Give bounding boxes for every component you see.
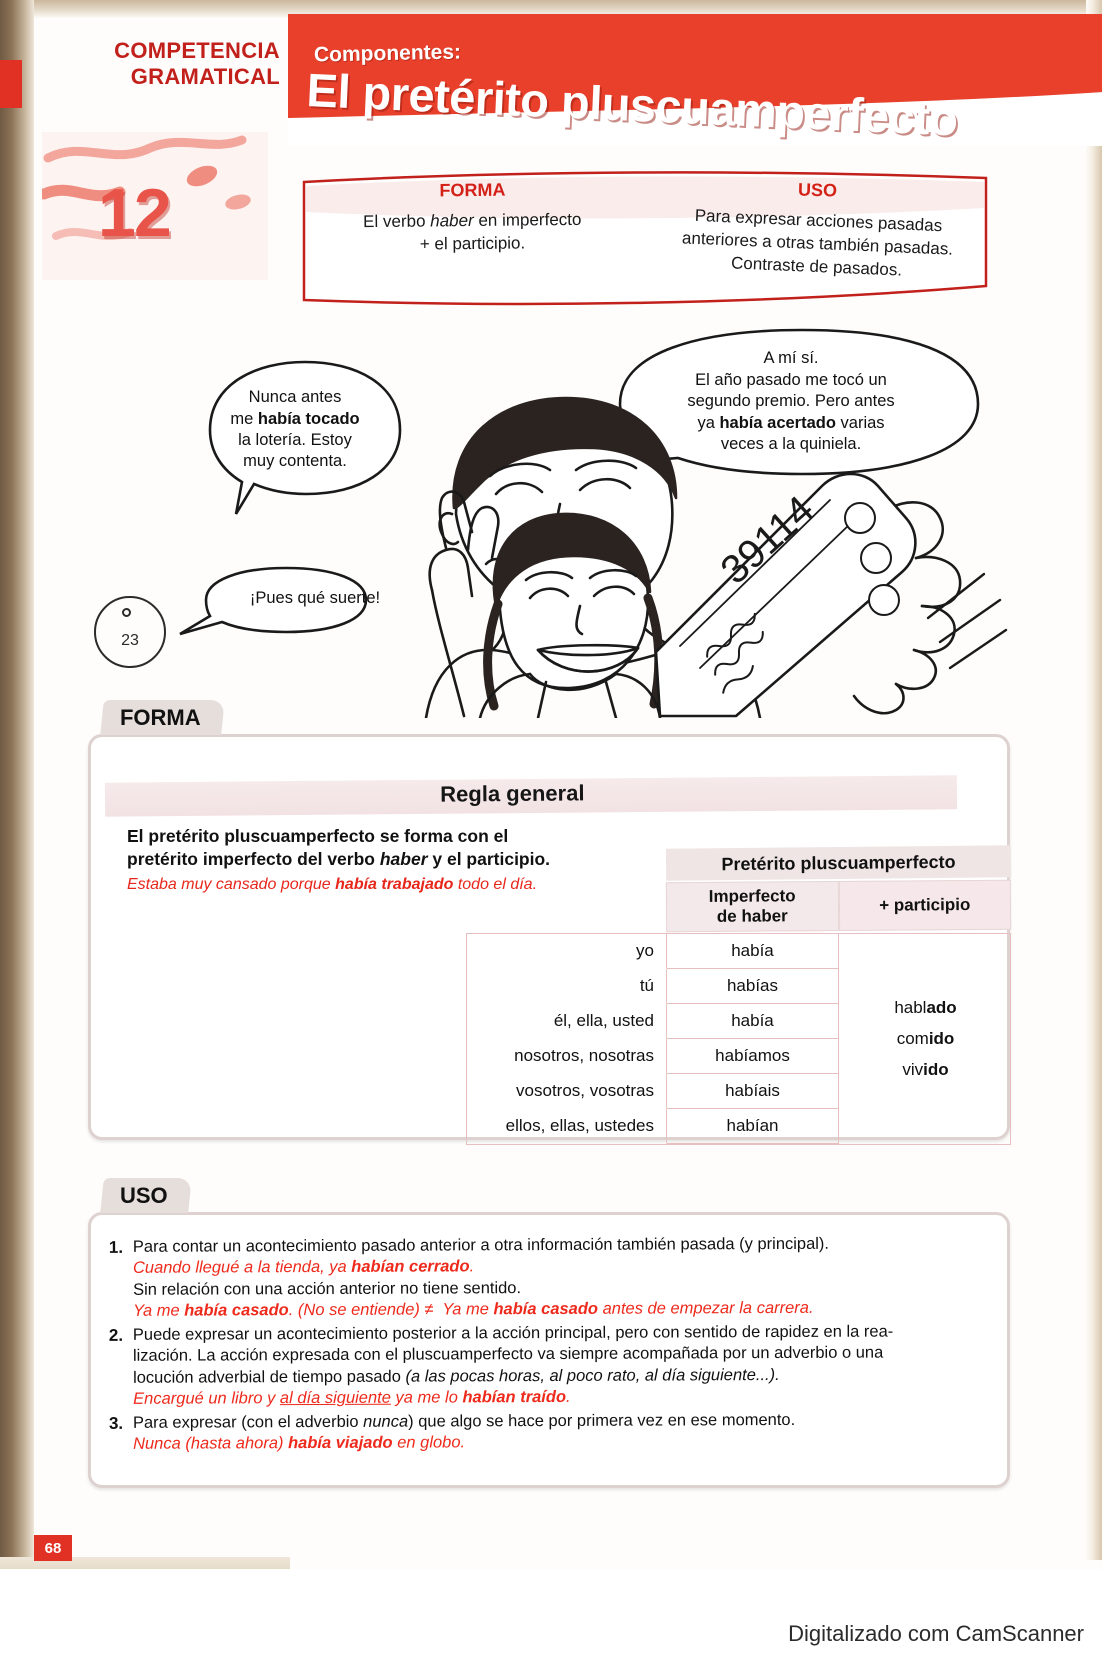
uso-item-body xyxy=(133,1321,991,1410)
table-row-pronoun: nosotros, nosotras xyxy=(467,1039,667,1074)
bubble-right-line-2: El año pasado me tocó un xyxy=(695,370,887,389)
summary-uso-heading: USO xyxy=(797,179,838,201)
speech-bubble-aside-text: ¡Pues qué suerte! xyxy=(249,589,381,608)
binding-red-marker xyxy=(0,60,22,108)
uso-2-main-line-2: lización. La acción expresada con el pluscuamperfecto va siempre acompañada por un adverbio o una xyxy=(132,1343,884,1366)
ticket-number-text: 39114 xyxy=(712,487,823,593)
forma-section-body xyxy=(88,734,1010,1140)
cd-hole xyxy=(122,608,131,617)
table-row-haber: habíais xyxy=(667,1074,839,1109)
column-header-imperfecto-haber xyxy=(666,881,839,932)
forma-rule-example: Estaba muy cansado porque había trabajado todo el día. xyxy=(127,875,538,893)
participio-comido: comido xyxy=(896,1029,955,1048)
unit-number-block xyxy=(42,132,268,280)
comic-illustration xyxy=(60,318,1020,718)
summary-uso-line-1: Para expresar acciones pasadas xyxy=(694,205,943,236)
speech-bubble-aside xyxy=(210,564,420,634)
column-header-participio: + participio xyxy=(838,880,1011,931)
summary-uso-line-2: anteriores a otras también pasadas. xyxy=(681,228,954,259)
conjugation-table-subheaders xyxy=(666,880,1011,932)
participio-cell xyxy=(839,934,1012,1144)
page-number-tab: 68 xyxy=(34,1535,72,1561)
uso-item-body xyxy=(133,1233,991,1322)
summary-forma-text xyxy=(300,208,646,280)
book-binding xyxy=(0,0,34,1560)
page-title: El pretérito pluscuamperfecto xyxy=(305,62,959,146)
speech-bubble-man-text xyxy=(606,326,976,478)
competencia-heading xyxy=(70,38,280,90)
table-row-pronoun: ellos, ellas, ustedes xyxy=(467,1109,667,1144)
uso-2-main-line-1: Puede expresar un acontecimiento posterior a la acción principal, pero con sentido de rapidez en la rea- xyxy=(132,1322,894,1344)
uso-1-example-2: Ya me había casado. (No se entiende) ≠ Ya me había casado antes de empezar la carrera. xyxy=(133,1299,814,1321)
uso-item-number: 1. xyxy=(108,1237,124,1257)
summary-forma-heading: FORMA xyxy=(439,179,506,201)
uso-item-number: 2. xyxy=(108,1325,124,1345)
competencia-line-2: GRAMATICAL xyxy=(130,63,280,89)
title-banner xyxy=(288,14,1102,146)
uso-2-main-line-3: locución adverbial de tiempo pasado (a las pocas horas, al poco rato, al día siguiente...). xyxy=(133,1365,780,1387)
bubble-right-line-1: A mí sí. xyxy=(763,349,819,368)
camscanner-watermark: Digitalizado com CamScanner xyxy=(788,1621,1084,1646)
background-below-page xyxy=(0,1569,1102,1665)
table-row-haber: había xyxy=(667,1004,839,1039)
speech-bubble-woman xyxy=(170,360,420,500)
bubble-left-line-4: muy contenta. xyxy=(243,452,347,471)
bubble-left-line-3: la lotería. Estoy xyxy=(238,431,352,449)
forma-section-tab-label: FORMA xyxy=(119,705,201,730)
unit-number: 12 xyxy=(98,175,170,251)
speech-bubble-woman-text xyxy=(170,360,420,500)
uso-section-tab-label: USO xyxy=(119,1183,168,1208)
participio-vivido: vivido xyxy=(902,1060,949,1079)
column-header-imperfecto-haber-text: Imperfecto de haber xyxy=(708,886,796,926)
page-right-edge xyxy=(1086,0,1102,1560)
bubble-left-line-2: me había tocado xyxy=(230,409,360,428)
summary-forma-line-1: El verbo haber en imperfecto xyxy=(363,209,582,232)
uso-item-number: 3. xyxy=(108,1413,124,1433)
forma-rule-line-2: pretérito imperfecto del verbo haber y el participio. xyxy=(127,848,551,869)
forma-rule-line-1: El pretérito pluscuamperfecto se forma con el xyxy=(127,826,509,846)
summary-forma-line-2: + el participio. xyxy=(419,233,526,254)
cd-track-number: 23 xyxy=(121,632,139,649)
table-row-haber: había xyxy=(667,934,839,969)
bubble-right-line-4: ya había acertado varias xyxy=(697,413,885,432)
uso-1-sub: Sin relación con una acción anterior no tiene sentido. xyxy=(133,1279,522,1299)
competencia-line-1: COMPETENCIA xyxy=(114,38,280,63)
summary-uso-text xyxy=(644,203,992,286)
bubble-right-line-5: veces a la quiniela. xyxy=(720,435,862,454)
uso-section-body xyxy=(88,1212,1010,1488)
table-row-haber: habíamos xyxy=(667,1039,839,1074)
uso-section xyxy=(60,1178,1020,1488)
list-item xyxy=(109,1321,991,1411)
banner-subtitle: Componentes: xyxy=(313,40,462,67)
summary-card-body xyxy=(300,205,990,280)
uso-items-list xyxy=(109,1235,991,1455)
forma-section-tab xyxy=(100,700,224,735)
table-row-pronoun: él, ella, usted xyxy=(467,1004,667,1039)
table-row-pronoun: yo xyxy=(467,934,667,969)
speech-bubble-man xyxy=(606,326,976,478)
table-row-pronoun: vosotros, vosotras xyxy=(467,1074,667,1109)
uso-item-body xyxy=(133,1409,991,1456)
uso-3-main: Para expresar (con el adverbio nunca) que algo se hace por primera vez en ese momento. xyxy=(132,1410,796,1432)
uso-3-example: Nunca (hasta ahora) había viajado en globo. xyxy=(133,1433,466,1453)
summary-uso-line-3: Contraste de pasados. xyxy=(730,252,903,280)
uso-section-tab xyxy=(100,1178,191,1213)
list-item xyxy=(109,1233,991,1323)
conjugation-grid xyxy=(466,933,1011,1145)
forma-rule-text xyxy=(127,825,647,895)
list-item xyxy=(109,1409,991,1456)
regla-general-title: Regla general xyxy=(440,780,585,807)
uso-1-example-1: Cuando llegué a la tienda, ya habían cerrado. xyxy=(132,1257,475,1278)
uso-1-main: Para contar un acontecimiento pasado anterior a otra información también pasada (y principal). xyxy=(132,1234,830,1256)
conjugation-table-title: Pretérito pluscuamperfecto xyxy=(666,845,1011,881)
audio-cd-icon xyxy=(94,596,166,668)
forma-section xyxy=(60,700,1020,1140)
forma-uso-summary-card xyxy=(300,168,990,313)
bubble-right-line-3: segundo premio. Pero antes xyxy=(687,392,895,411)
table-row-haber: habían xyxy=(667,1109,839,1144)
participio-hablado: hablado xyxy=(894,998,957,1017)
bubble-left-line-1: Nunca antes xyxy=(248,388,342,407)
table-row-pronoun: tú xyxy=(467,969,667,1004)
table-row-haber: habías xyxy=(667,969,839,1004)
uso-2-example: Encargué un libro y al día siguiente ya me lo habían traído. xyxy=(133,1387,571,1408)
summary-card-headings xyxy=(300,180,990,201)
